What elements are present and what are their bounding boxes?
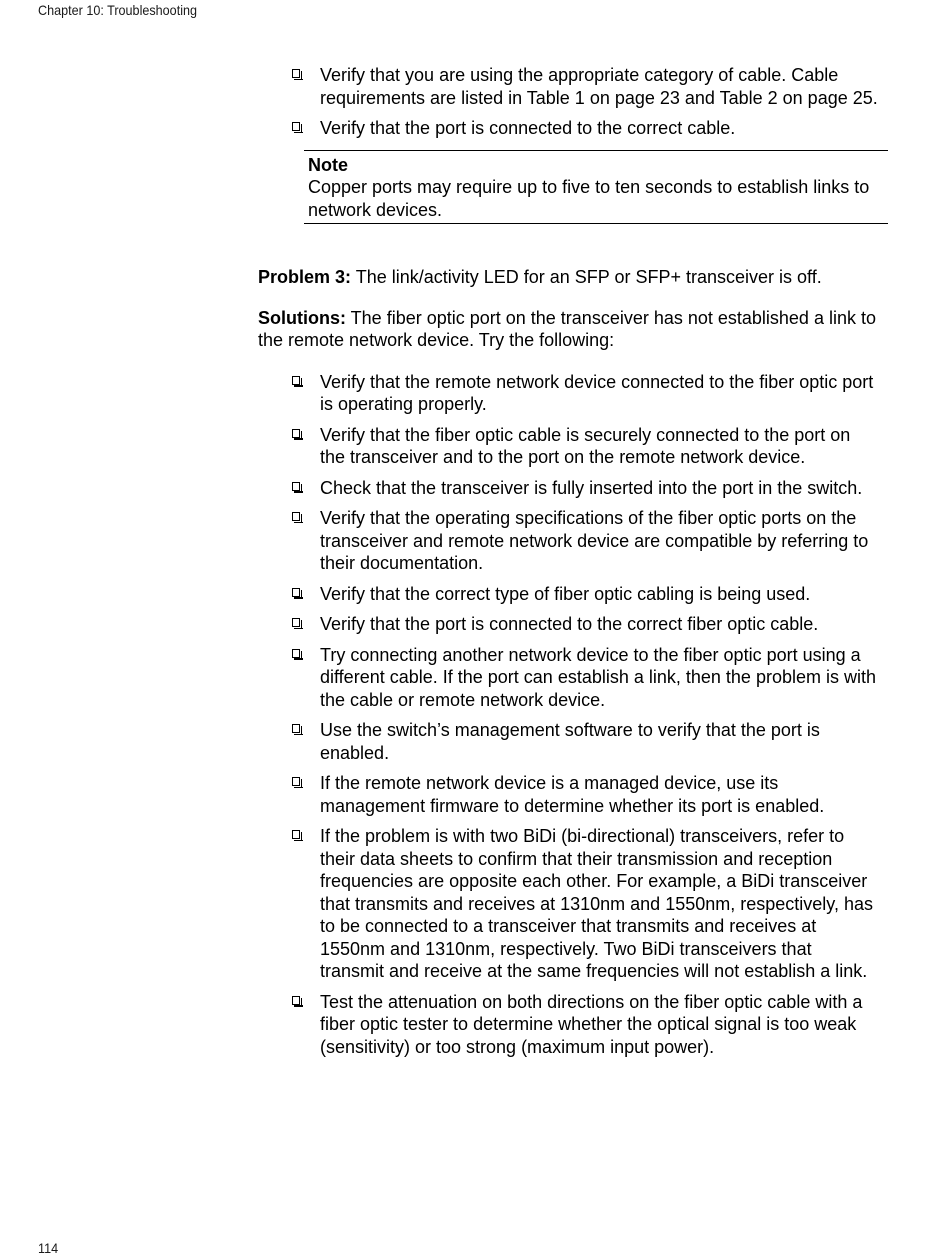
list-item <box>258 583 880 606</box>
list-item-text: If the problem is with two BiDi (bi-directional) transceivers, refer to their data sheets to confirm that their transmission and reception frequencies are opposite each other. For example, a BiDi transceiver that transmits and receives at 1310nm and 1550nm, respectively, has to be connected to a transceiver that transmits and receives at 1550nm and 1310nm, respectively. Two BiDi transceivers that transmit and receive at the same frequencies will not establish a link. <box>320 826 873 981</box>
checkbox-bullet-icon <box>292 429 300 438</box>
list-item-text: Verify that the correct type of fiber optic cabling is being used. <box>320 583 811 604</box>
solutions-text: The fiber optic port on the transceiver has not established a link to the remote network device. Try the following: <box>258 307 876 350</box>
list-item-text: Verify that you are using the appropriate category of cable. Cable requirements are listed in Table 1 on page 23 and Table 2 on page 25. <box>320 65 878 108</box>
solutions-label: Solutions: <box>258 307 346 328</box>
checkbox-bullet-icon <box>292 122 300 131</box>
checkbox-bullet-icon <box>292 376 300 385</box>
problem-label: Problem 3: <box>258 267 352 287</box>
list-item-text: Try connecting another network device to the fiber optic port using a different cable. If the port can establish a link, then the problem is with the cable or remote network device. <box>320 644 876 710</box>
list-item <box>258 991 880 1059</box>
solutions-intro <box>258 307 880 352</box>
list-item-text: Verify that the port is connected to the correct fiber optic cable. <box>320 614 819 634</box>
list-item <box>258 424 880 469</box>
checkbox-bullet-icon <box>292 512 300 521</box>
solution-list <box>258 371 880 1059</box>
list-item <box>258 772 880 817</box>
note-text: Copper ports may require up to five to ten seconds to establish links to network devices. <box>308 177 870 220</box>
checkbox-bullet-icon <box>292 588 300 597</box>
list-item <box>258 64 880 109</box>
list-item-text: Use the switch’s management software to verify that the port is enabled. <box>320 720 820 763</box>
list-item-text: Verify that the operating specifications of the fiber optic ports on the transceiver and remote network device are compatible by referring to their documentation. <box>320 508 869 573</box>
list-item <box>258 644 880 712</box>
checkbox-bullet-icon <box>292 996 300 1005</box>
checkbox-bullet-icon <box>292 482 300 491</box>
checkbox-bullet-icon <box>292 618 300 627</box>
list-item-text: Verify that the fiber optic cable is securely connected to the port on the transceiver and to the port on the remote network device. <box>320 424 851 467</box>
list-item <box>258 477 880 500</box>
list-item-text: Verify that the port is connected to the correct cable. <box>320 118 736 138</box>
list-item <box>258 613 880 636</box>
list-item <box>258 371 880 416</box>
note-title: Note <box>308 154 348 175</box>
list-item <box>258 117 880 140</box>
problem-text: The link/activity LED for an SFP or SFP+ transceiver is off. <box>351 267 822 287</box>
list-item <box>258 825 880 983</box>
note-box <box>304 150 888 225</box>
problem-statement <box>258 266 880 289</box>
list-item-text: If the remote network device is a managed device, use its management firmware to determine whether its port is enabled. <box>320 773 825 816</box>
list-item-text: Check that the transceiver is fully inserted into the port in the switch. <box>320 477 863 498</box>
checkbox-bullet-icon <box>292 649 300 658</box>
list-item-text: Verify that the remote network device connected to the fiber optic port is operating properly. <box>320 371 874 414</box>
cable-check-list <box>258 64 880 140</box>
list-item <box>258 507 880 575</box>
list-item-text: Test the attenuation on both directions on the fiber optic cable with a fiber optic tester to determine whether the optical signal is too weak (sensitivity) or too strong (maximum input power). <box>320 991 863 1057</box>
list-item <box>258 719 880 764</box>
running-header: Chapter 10: Troubleshooting <box>38 2 198 18</box>
checkbox-bullet-icon <box>292 777 300 786</box>
checkbox-bullet-icon <box>292 830 300 839</box>
page-content <box>258 64 880 1066</box>
checkbox-bullet-icon <box>292 69 300 78</box>
checkbox-bullet-icon <box>292 724 300 733</box>
page-number: 114 <box>38 1240 59 1256</box>
